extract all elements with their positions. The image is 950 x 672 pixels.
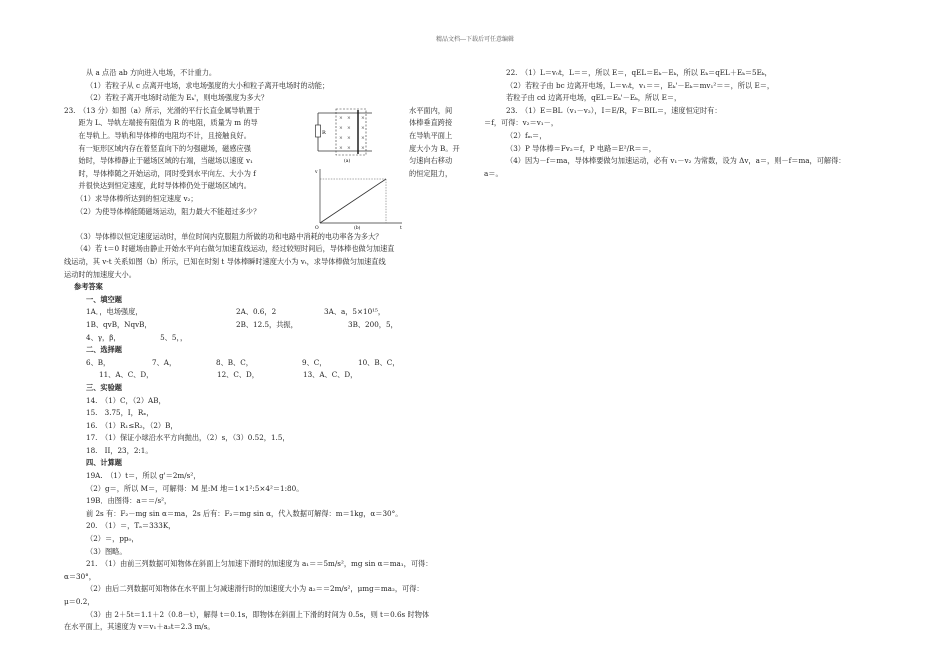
intro-line: 从 a 点沿 ab 方向进入电场，不计重力。: [86, 68, 217, 77]
svg-text:×: ×: [339, 145, 343, 151]
q23-part: （3）导体棒以恒定速度运动时，单位时间内克服阻力所做的功和电路中消耗的电功率各为多大？: [76, 231, 383, 241]
mc-answer: 6、B，: [86, 357, 111, 367]
q23-part: （4）若 t＝0 时磁场由静止开始水平向右做匀加速直线运动，经过较短时间后，导体棒也做匀加速直: [76, 244, 395, 254]
section-heading: 二、选择题: [86, 345, 122, 355]
answer-title: 参考答案: [74, 282, 103, 292]
exp-answer: 16. （1）R₁≤R₂，（2）B，: [86, 420, 178, 430]
calc-line: 19B．由图得：a＝＝/s²，: [86, 496, 172, 506]
calc-line: 21. （1）由前三列数据可知物体在斜面上匀加速下滑时的加速度为 a₁＝＝5m/s²，mg sin α＝ma₁，可得：: [86, 559, 433, 569]
mc-row: [64, 357, 484, 370]
figure-b: [314, 169, 402, 231]
mc-answer: 7、A，: [152, 357, 177, 367]
calc-line: （3）由 2＋5t＝1.1＋2（0.8－t），解得 t＝0.1s，即物体在斜面上下滑的时间为 0.5s，则 t＝0.6s 时物体: [86, 609, 430, 619]
resistor-label: R: [322, 129, 326, 136]
figure-b-caption: (b): [354, 225, 361, 231]
exp-answer: 14. （1）C，（2）AB，: [86, 395, 166, 405]
field-cross-marks: [339, 115, 365, 151]
calc-line: 20. （1）＝，Tₐ＝333K，: [86, 521, 176, 531]
right-column: [484, 67, 884, 180]
question-23: [64, 105, 484, 231]
calc-line: （2）由后二列数据可知物体在水平面上匀减速滑行时的加速度大小为 a₂＝＝2m/s²，μmg＝ma₂，可得：: [86, 584, 424, 594]
question-23-text-right: [409, 105, 479, 181]
calc-line: 前 2s 有：F₂－mg sin α＝ma，2s 后有：F₂＝mg sin α，代入数据可解得：m＝1kg，α＝30°。: [86, 508, 403, 518]
figure-a-caption: (a): [344, 158, 351, 164]
q23-line: 有一矩形区域内存在着竖直向下的匀强磁场，磁感应强: [64, 143, 251, 153]
fill-answer: 2A、0.6，2: [236, 307, 277, 317]
figure-a: [316, 109, 373, 164]
vt-line: [320, 179, 386, 223]
solution-line: 23. （1）E＝BL（v₁－v₂），I＝E/R，F＝BIL＝，速度恒定时有：: [506, 105, 722, 115]
solution-line: （2）fₘ＝，: [506, 130, 547, 140]
exp-answer: 18. II，23，2:1。: [86, 445, 153, 455]
solution-line: 22. （1）L＝v₀t，L＝＝，所以 E＝，qEL＝Eₖ－Eₖ，所以 Eₖ＝qEL＋Eₖ＝5Eₖ，: [506, 68, 772, 77]
q23-line: 在导轨上。导轨和导体棒的电阻均不计，且接触良好。: [64, 130, 251, 140]
fill-row: [64, 306, 484, 319]
solution-line: （4）因为－f＝ma，导体棒要做匀加速运动，必有 v₁－v₂ 为常数，设为 Δv，a＝，则－f＝ma，可解得：: [506, 156, 846, 166]
q23-line-right: 匀速向右移动: [409, 156, 453, 166]
svg-text:×: ×: [361, 115, 365, 121]
calc-line: 在水平面上，其速度为 v＝v₁＋a₂t＝2.3 m/s。: [64, 622, 215, 632]
mc-answer: 11、A、C、D，: [99, 370, 154, 380]
left-column: [64, 67, 484, 634]
question-23-text: [64, 105, 314, 218]
q23-line-right: 在导轨平面上: [409, 130, 453, 140]
mc-answer: 13、A、C、D，: [303, 370, 358, 380]
q23-line-right: 体棒垂直跨接: [409, 118, 453, 128]
solution-line: ＝f，可得：v₂＝v₁－，: [484, 118, 559, 128]
fill-answer: 1B、qvB，NqvB，: [86, 319, 152, 329]
mc-answer: 9、C，: [302, 357, 327, 367]
svg-text:×: ×: [361, 135, 365, 141]
q23-line: 距为 L、导轨左端接有阻值为 R 的电阻，质量为 m 的导: [64, 118, 258, 128]
solution-line: （2）若粒子由 bc 边离开电场，L＝v₀t，v₁＝＝，Eₖ'－Eₖ＝mv₁²＝＝，所以 E＝，: [506, 80, 775, 90]
svg-text:×: ×: [347, 125, 351, 131]
exp-answer: 15. 3.75，I，Rₓ，: [86, 408, 154, 418]
q23-line: 23. （13 分）如图（a）所示，光滑的平行长直金属导轨置于: [64, 105, 261, 115]
exp-answer: 17. （1）保证小球沿水平方向抛出，（2）s，（3）0.52，1.5，: [86, 433, 290, 443]
q23-part: 线运动，其 v-t 关系如图（b）所示，已知在时刻 t 导体棒瞬时速度大小为 vₜ，求导体棒做匀加速直线: [64, 256, 386, 266]
svg-text:×: ×: [347, 135, 351, 141]
fill-answer: 3B、200，5，: [348, 319, 398, 329]
svg-text:×: ×: [339, 135, 343, 141]
q23-part: （2）为使导体棒能随磁场运动，阻力最大不能超过多少？: [76, 206, 261, 216]
svg-text:×: ×: [361, 125, 365, 131]
q23-part: （1）求导体棒所达到的恒定速度 v₂；: [76, 193, 198, 203]
fill-answer: 4、γ，β， 5、5，，: [86, 332, 188, 342]
mc-answer: 10、B、C，: [358, 357, 400, 367]
resistor-icon: [316, 125, 321, 137]
q23-line: 始时，导体棒静止于磁场区域的右端，当磁场以速度 v₁: [64, 156, 253, 166]
section-heading: 四、计算题: [86, 458, 122, 468]
fill-answer: 1A．，电场强度，: [86, 307, 143, 317]
q23-line: 并很快达到恒定速度，此时导体棒仍处于磁场区域内。: [64, 181, 251, 191]
calc-line: （2）g＝，所以 M＝，可解得：M 星:M 地＝1×1²:5×4²＝1:80。: [86, 483, 304, 493]
origin-label: O: [315, 225, 319, 231]
mc-answer: 12、C、D，: [217, 370, 259, 380]
section-heading: 一、填空题: [86, 294, 122, 304]
fill-answer: 2B、12.5，共振，: [236, 319, 298, 329]
mc-row: [64, 369, 484, 382]
q23-line-right: 的恒定阻力，: [409, 168, 453, 178]
section-heading: 三、实验题: [86, 382, 122, 392]
intro-line: （2）若粒子离开电场时动能为 Eₖ'，则电场强度为多大？: [86, 93, 269, 103]
calc-line: α＝30°，: [64, 571, 96, 581]
calc-line: （3）图略。: [86, 546, 127, 556]
svg-text:×: ×: [347, 145, 351, 151]
solution-line: 若粒子由 cd 边离开电场，qEL＝Eₖ'－Eₖ，所以 E＝，: [506, 93, 682, 103]
mc-answer: 8、B、C，: [216, 357, 253, 367]
solution-line: a＝。: [484, 168, 503, 178]
solution-line: （3）P 导体棒＝Fv₂＝f，P 电路＝E²/R＝＝，: [506, 143, 656, 153]
t-axis-label: t: [400, 225, 402, 231]
svg-text:×: ×: [347, 115, 351, 121]
v-axis-label: v: [315, 169, 318, 175]
intro-line: （1）若粒子从 c 点离开电场，求电场强度的大小和粒子离开电场时的动能；: [86, 80, 330, 90]
q23-part: 运动时的加速度大小。: [64, 269, 136, 279]
q23-line-right: 水平面内，间: [409, 105, 453, 115]
q23-line-right: 度大小为 B。开: [409, 143, 460, 153]
page-header: 精品文档---下载后可任意编辑: [435, 36, 515, 43]
fill-row: [64, 319, 484, 332]
calc-line: （2）＝，pp₀，: [86, 534, 139, 544]
figure-a-b: [314, 107, 406, 231]
svg-text:×: ×: [339, 125, 343, 131]
calc-line: μ＝0.2，: [64, 597, 95, 606]
q23-line: 时，导体棒随之开始运动，同时受到水平向左、大小为 f: [64, 168, 256, 178]
fill-answer: 3A、a，5×10¹⁵，: [324, 307, 386, 317]
calc-line: 19A. （1）t＝，所以 g'＝2m/s²，: [86, 471, 201, 481]
svg-text:×: ×: [361, 145, 365, 151]
svg-text:×: ×: [339, 115, 343, 121]
